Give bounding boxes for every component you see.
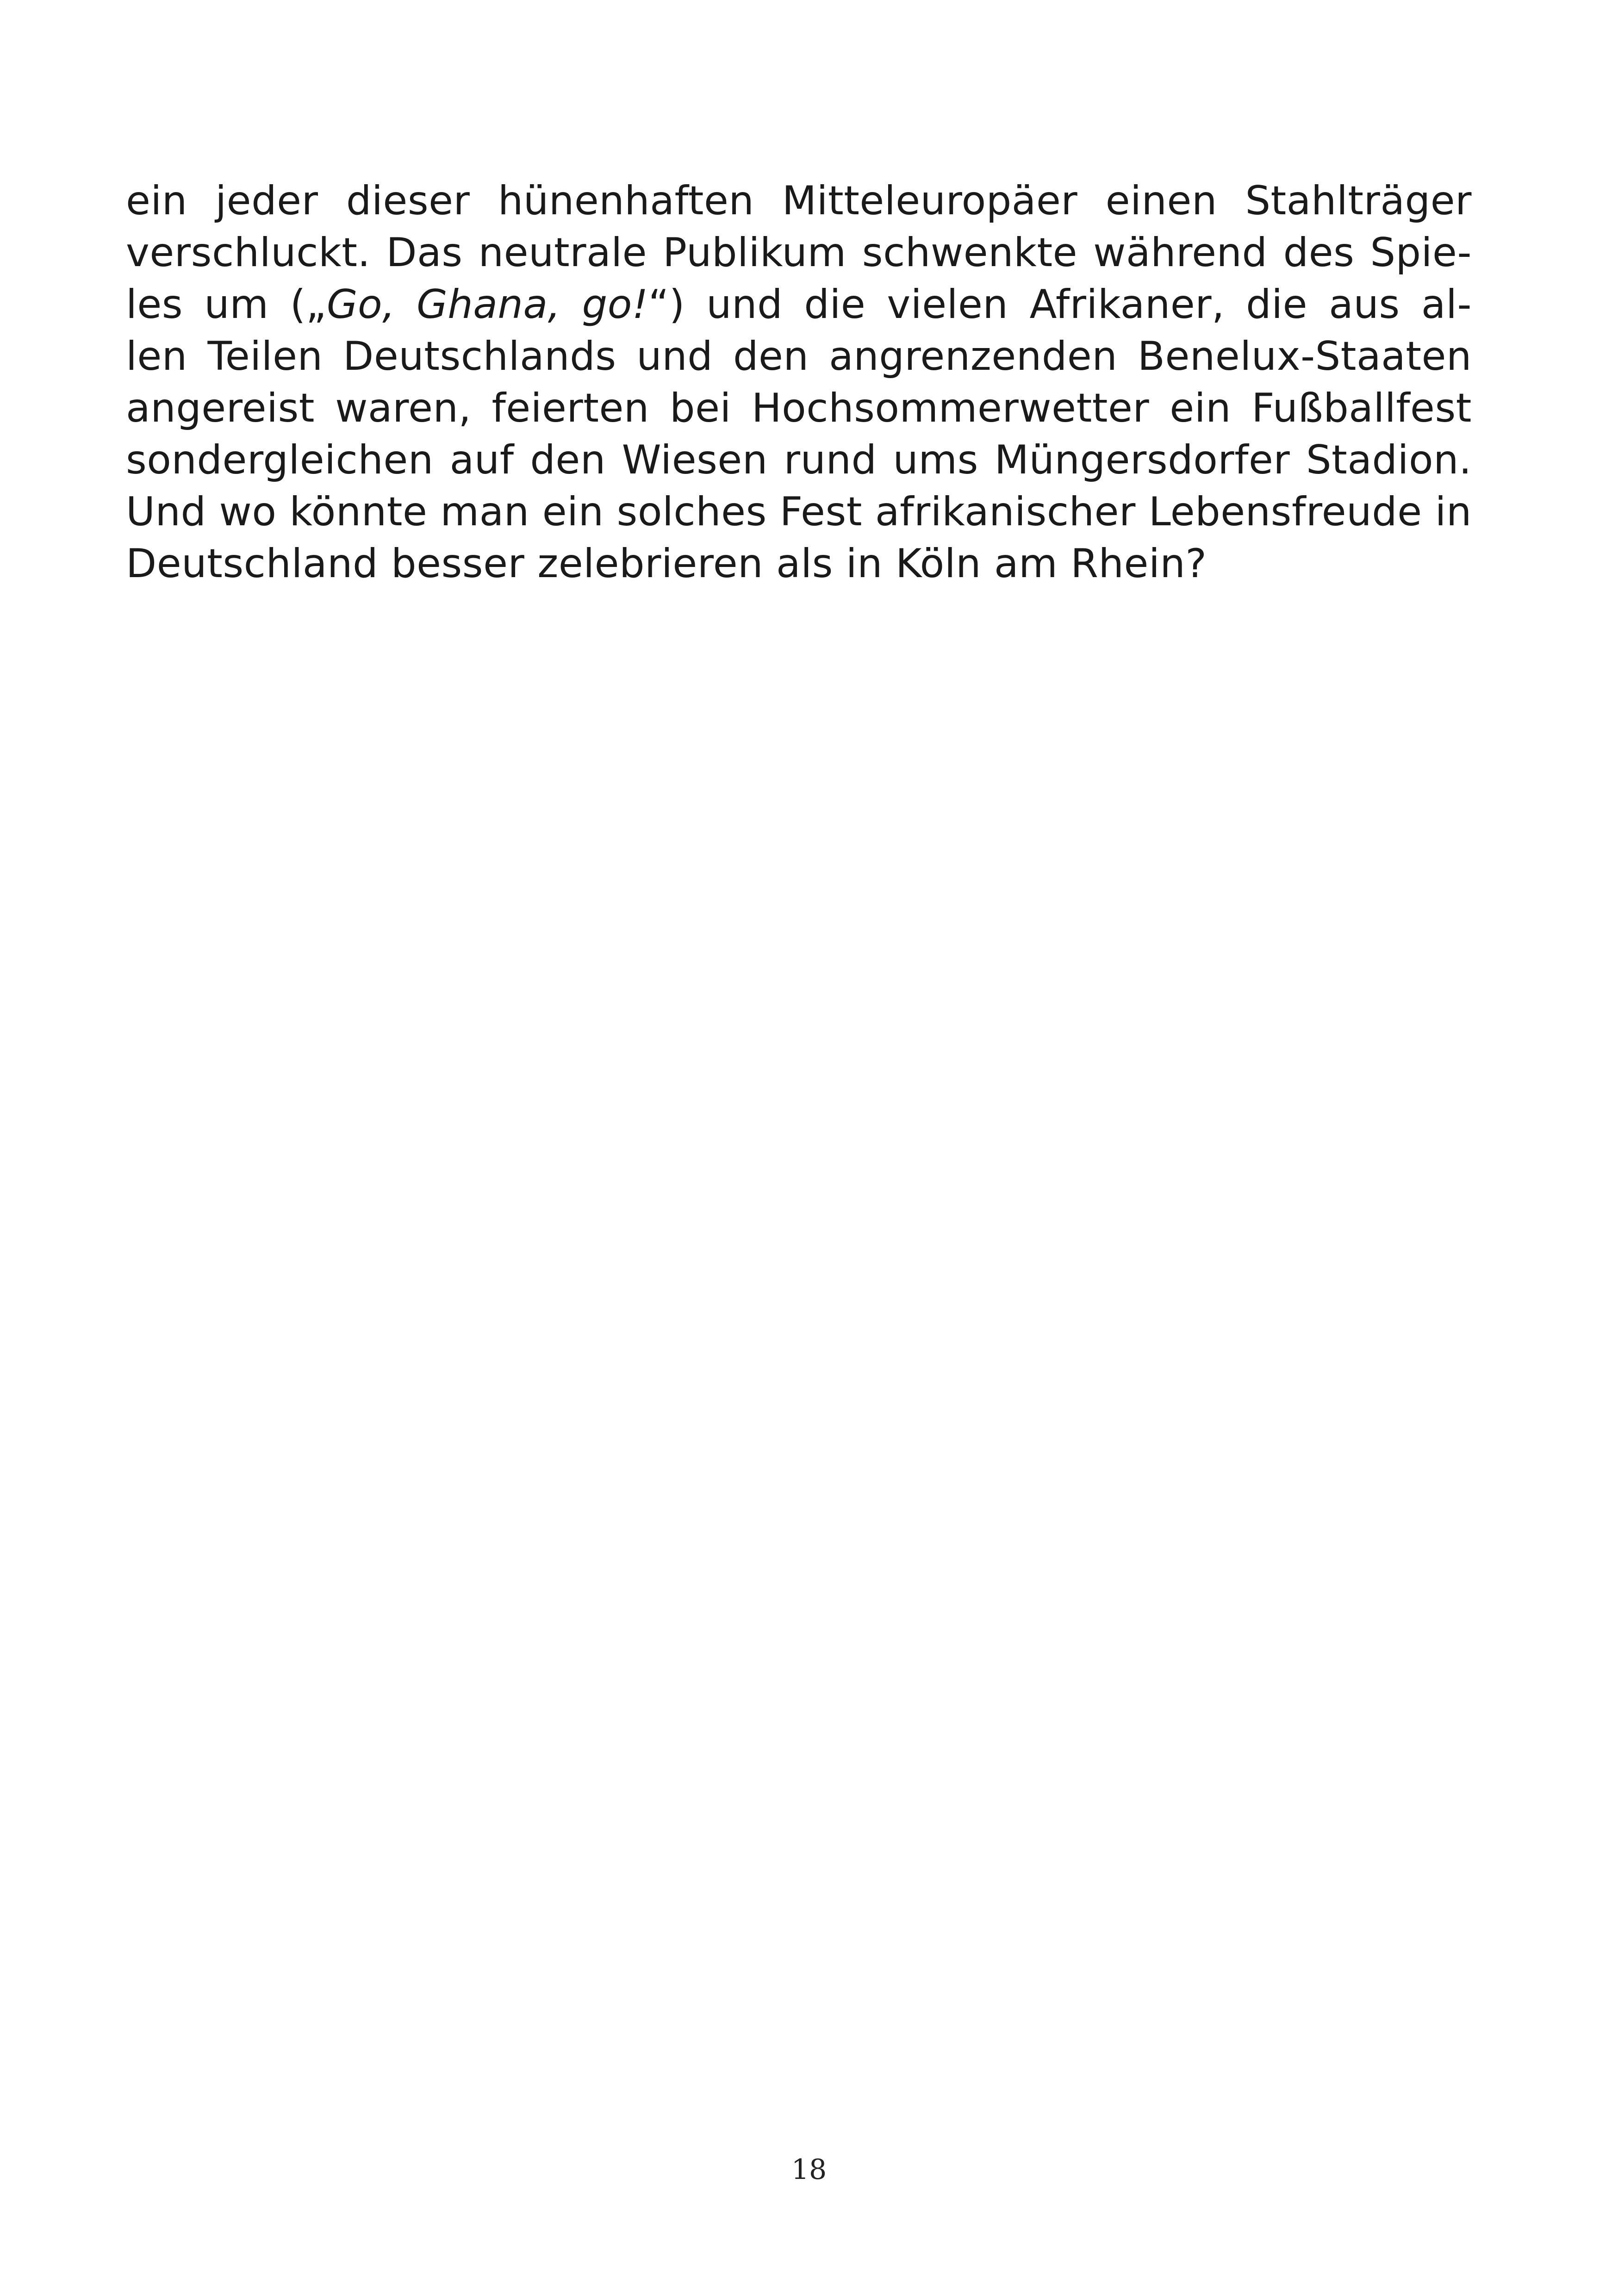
text-line-content: ein jeder dieser hünenhaften Mitteleuropäer einen Stahlträger: [126, 178, 1472, 224]
text-line-content: Und wo könnte man ein solches Fest afrikanischer Lebensfreude in: [126, 489, 1472, 535]
text-line-last: [126, 538, 1472, 590]
text-line: [126, 227, 1472, 279]
text-line: [126, 434, 1472, 486]
text-line-content: len Teilen Deutschlands und den angrenzenden Benelux-Staaten: [126, 333, 1472, 380]
text-line: [126, 175, 1472, 227]
text-line-content: Deutschland besser zelebrieren als in Köln am Rhein?: [126, 541, 1207, 587]
text-line-content: angereist waren, feierten bei Hochsommerwetter ein Fußballfest: [126, 385, 1472, 431]
text-line-suffix: “) und die vielen Afrikaner, die aus al-: [648, 281, 1472, 328]
text-line: [126, 279, 1472, 330]
text-line-content: sondergleichen auf den Wiesen rund ums Müngersdorfer Stadion.: [126, 437, 1472, 483]
italic-quote: Go, Ghana, go!: [326, 281, 648, 328]
text-line: [126, 382, 1472, 434]
text-line: [126, 330, 1472, 382]
text-line-content: verschluckt. Das neutrale Publikum schwenkte während des Spie-: [126, 230, 1472, 276]
page-number: 18: [791, 2153, 827, 2186]
text-line-prefix: les um („: [126, 281, 327, 328]
text-line: [126, 486, 1472, 538]
body-paragraph: [126, 175, 1472, 590]
